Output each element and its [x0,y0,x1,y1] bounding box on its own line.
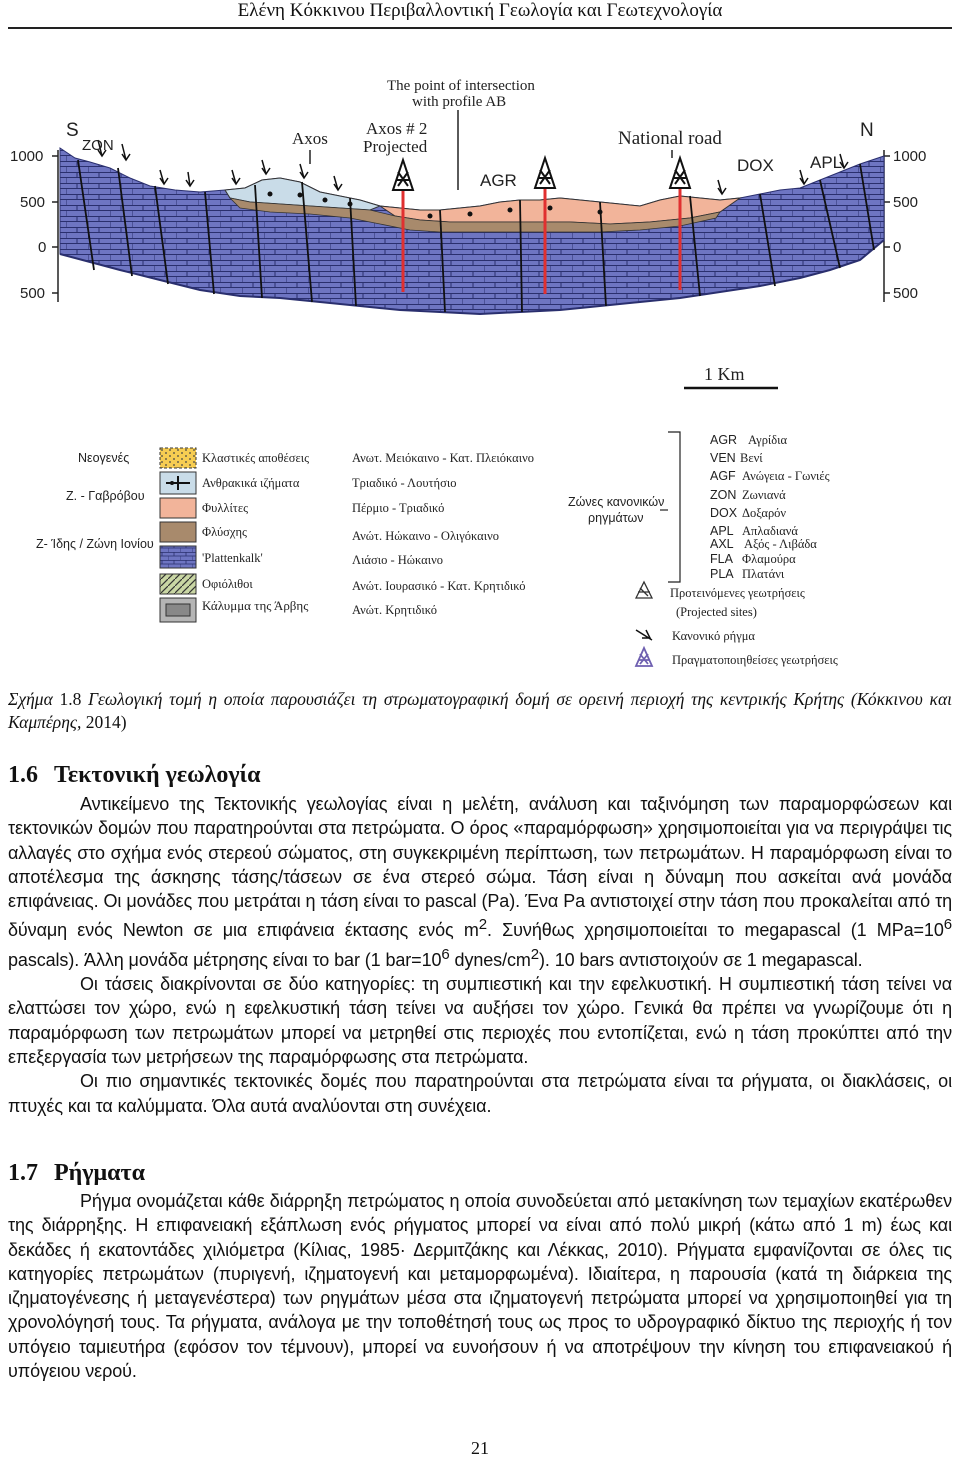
paragraph: Οι πιο σημαντικές τεκτονικές δομές που παρατηρούνται στα πετρώματα είναι τα ρήγματα, οι διακλάσεις, οι πτυχές και τα καλύμματα. Όλα αυτά αναλύονται στη συνέχεια. [8,1071,952,1116]
superscript: 6 [943,916,952,934]
legend-unit-0: Κλαστικές αποθέσεις [202,451,310,465]
abbr-name-1: Βενί [740,451,763,465]
legend-group-neogene: Νεογενές [78,451,130,465]
right-scale-minus500: 500 [893,285,919,302]
legend-group-ida-ionian: Ζ- Ίδης / Ζώνη Ιονίου [36,537,154,551]
legend-unit-6: Κάλυμμα της Άρβης [202,598,309,613]
section-number: 1.6 [8,762,38,788]
abbr-name-8: Πλατάνι [742,567,785,581]
south-label: S [66,120,79,141]
axos2-label-line1: Axos # 2 [366,119,428,138]
superscript: 6 [441,945,450,963]
section-number: 1.7 [8,1160,38,1186]
legend-age-2: Πέρμιο - Τριαδικό [352,501,445,515]
apl-label: APL [810,153,843,172]
left-scale-500: 500 [20,194,46,211]
normal-fault-icon [636,630,652,640]
swatch-clastic [160,448,196,468]
paragraph: Ρήγμα ονομάζεται κάθε διάρρηξη πετρώματος η οποία συνοδεύεται από μετακίνηση των τεμαχίων εκατέρωθεν της διάρρηξης. Η επιφανειακή εξάπλωση ενός ρήγματος μπορεί να είναι από πολύ μικρή (κάτω από 1 m) έως και δεκάδες ή εκατοντάδες χιλιόμετρα (Κίλιας, 1985· Δερμιτζάκης και Λέκκας, 2010). Ρήγματα εμφανίζονται σε όλες τις κατηγορίες πετρωμάτων (πυριγενή, ιζηματογενή και μεταμορφωμένα). Ιδιαίτερα, η παρουσία (κατά τη διάρκεια της ιζηματογένεσης ή μεταγενέστερα) των ρηγμάτων μέσα στα ιζηματογενή πετρώματα μπορεί να χρησιμοποιηθεί για τη χρονολόγησή τους. Τα ρήγματα, ανάλογα με την τοποθέτησή τους ως προς το υδρογραφικό δίκτυο της περιοχής ή τον υπόγειο ταμιευτήρα (εφόσον τον τέμνουν), μπορεί να ευνοήσουν ή να αποτρέψουν την κίνηση του επιφανειακού ή υπόγειου νερού. [8,1191,952,1382]
abbr-name-7: Φλαμούρα [742,552,796,566]
section-1-7-body [8,1189,952,1383]
faults-zone-line1: Ζώνες κανονικών [568,495,665,509]
legend-age-6: Ανώτ. Κρητιδικό [352,603,437,617]
abbreviation-list [710,433,830,581]
caption-fig-word: Σχήμα [8,689,53,709]
swatch-carbonate [160,472,196,494]
legend-unit-3: Φλύσχης [202,525,247,539]
section-title: Ρήγματα [54,1160,145,1186]
abbr-code-5: APL [710,524,734,538]
abbr-name-5: Απλαδιανά [742,524,798,538]
swatch-flysch [160,522,196,542]
caption-fig-number: 1.8 [52,689,82,709]
cross-section-profile [60,78,884,314]
left-scale-1000: 1000 [10,148,44,165]
abbr-code-1: VEN [710,451,736,465]
abbr-code-6: AXL [710,537,734,551]
right-scale-0: 0 [893,239,902,256]
zon-label: ZON [82,137,114,154]
abbr-code-0: AGR [710,433,738,447]
legend-age-3: Ανώτ. Ηώκαινο - Ολιγόκαινο [352,529,499,543]
abbr-code-8: PLA [710,567,734,581]
swatch-plattenkalk [160,546,196,568]
proposed-sites-line1: Προτεινόμενες γεωτρήσεις [670,586,805,600]
legend-unit-5: Οφιόλιθοι [202,577,253,591]
section-1-6-body [8,792,952,1118]
scale-bar-label: 1 Km [704,364,745,384]
section-heading-1-6 [8,762,952,789]
paragraph-text: Αντικείμενο της Τεκτονικής γεωλογίας είναι η μελέτη, ανάλυση και ταξινόμηση των παραμορφώσεων και τεκτονικών δομών που παρατηρούνται στα πετρώματα. Ο όρος «παραμόρφωση» χρησιμοποιείται για να περιγράψει τις αλλαγές στο σχήμα ενός στερεού σώματος, στη συγκεκριμένη περίπτωση, των πετρωμάτων. Η παραμόρφωση είναι το αποτέλεσμα της άσκησης τάσης/τάσεων σε ένα στερεό σώμα. Τάση είναι η δύναμη που ασκείται ανά μονάδα επιφάνειας. Οι μονάδες που μετράται η τάση είναι το pascal (Pa). Ένα Pa αντιστοιχεί στην τάση που προκαλείται από τη δύναμη ενός Newton σε μια επιφάνεια έκτασης ενός m [8,794,952,941]
agr-label: AGR [480,171,517,190]
axos2-label-line2: Projected [363,137,428,156]
header-title: Ελένη Κόκκινου Περιβαλλοντική Γεωλογία και Γεωτεχνολογία [237,0,723,21]
normal-fault-label: Κανονικό ρήγμα [672,629,755,643]
left-scale-minus500: 500 [20,285,46,302]
abbr-code-2: AGF [710,469,736,483]
right-scale-500: 500 [893,194,919,211]
abbr-code-7: FLA [710,552,733,566]
paragraph [8,792,952,972]
completed-drills-label: Πραγματοποιηθείσες γεωτρήσεις [672,653,838,667]
scale-bar [684,364,778,388]
figure-svg [0,40,960,680]
proposed-sites-line2: (Projected sites) [676,605,757,619]
caption-year: 2014) [81,712,127,732]
paragraph-text: ). 10 bars αντιστοιχούν σε 1 megapascal. [539,949,863,970]
abbr-name-3: Ζωνιανά [742,488,786,502]
section-title: Τεκτονική γεωλογία [54,762,261,788]
left-scale-0: 0 [38,239,47,256]
proposed-drill-icon [636,582,652,598]
right-elevation-scale [884,148,926,302]
figure-caption [8,688,952,734]
legend [36,432,838,667]
dox-label: DOX [737,156,774,175]
legend-unit-4: 'Plattenkalk' [202,551,263,565]
completed-drill-icon [636,648,652,666]
legend-unit-1: Ανθρακικά ιζήματα [202,476,300,490]
swatch-ophiolites [160,574,196,594]
north-label: N [860,120,874,141]
geological-section-figure [0,40,960,680]
paragraph-text: . Συνήθως χρησιμοποιείται το megapascal (1 MPa=10 [487,920,944,941]
left-elevation-scale [10,148,58,302]
national-road-label: National road [618,128,722,149]
faults-zone-line2: ρηγμάτων [588,511,644,525]
right-scale-1000: 1000 [893,148,927,165]
swatch-phyllites [160,498,196,518]
caption-text: Γεωλογική τομή η οποία παρουσιάζει τη στρωματογραφική δομή σε ορεινή περιοχή της κεντρικής Κρήτης (Κόκκινου και Καμπέρης, [8,689,952,732]
intersection-label-line2: with profile AB [412,94,507,110]
legend-age-1: Τριαδικό - Λουτήσιο [352,476,457,490]
abbr-code-3: ZON [710,488,737,502]
paragraph-text: pascals). Άλλη μονάδα μέτρησης είναι το bar (1 bar=10 [8,949,442,970]
section-heading-1-7 [8,1160,952,1187]
legend-age-0: Ανωτ. Μειόκαινο - Κατ. Πλειόκαινο [352,451,534,465]
header-rule [8,27,952,29]
legend-age-4: Λιάσιο - Ηώκαινο [352,553,443,567]
abbr-name-4: Δοξαρόν [742,506,787,520]
intersection-label-line1: The point of intersection [387,78,535,94]
abbr-name-2: Ανώγεια - Γωνιές [742,469,830,483]
swatch-arvi-nappe [160,598,196,622]
superscript: 2 [530,945,540,963]
abbr-name-0: Αγρίδια [748,433,788,447]
paragraph-text: dynes/cm [449,949,531,970]
superscript: 2 [478,916,488,934]
page-number: 21 [471,1438,489,1458]
abbr-code-4: DOX [710,506,738,520]
abbr-name-6: Αξός - Λιβάδα [744,537,817,551]
axos-label: Axos [292,129,328,148]
paragraph: Οι τάσεις διακρίνονται σε δύο κατηγορίες: τη συμπιεστική και την εφελκυστική. Η συμπιεστική τάση τείνει να ελαττώσει τον χώρο, ενώ η εφελκυστική τάση τείνει να αυξήσει τον χώρο. Γενικά θα πρέπει να γνωρίζουμε ότι η παραμόρφωση των πετρωμάτων μπορεί να μετρηθεί στις περιοχές που εντοπίζεται, ενώ η τάση προκύπτει από την επεξεργασία των μετρήσεων της παραμόρφωσης στα πετρώματα. [8,974,952,1067]
legend-unit-2: Φυλλίτες [202,501,249,515]
legend-age-5: Ανώτ. Ιουρασικό - Κατ. Κρητιδικό [352,579,526,593]
legend-group-gavrovo: Ζ. - Γαβρόβου [66,489,145,503]
